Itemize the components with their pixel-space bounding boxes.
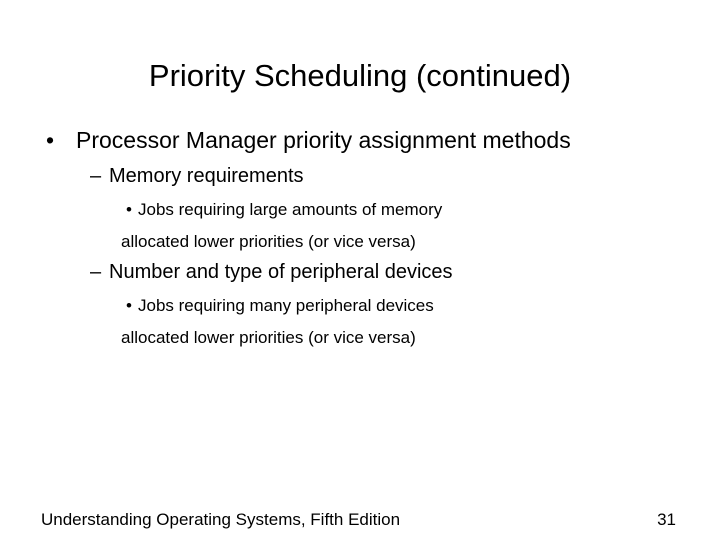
dash-marker: –	[90, 261, 102, 283]
main-bullet-text: Processor Manager priority assignment methods	[76, 127, 571, 153]
detail-peripherals-line1-text: Jobs requiring many peripheral devices	[138, 296, 434, 315]
detail-peripherals-line2	[121, 323, 416, 352]
main-bullet	[46, 124, 571, 156]
slide-title: Priority Scheduling (continued)	[148, 58, 572, 93]
sub-bullet-memory-text: Memory requirements	[109, 165, 304, 187]
small-bullet-marker: •	[126, 200, 132, 219]
detail-peripherals-line2-text: allocated lower priorities (or vice versa)	[121, 328, 416, 347]
footer-book-title: Understanding Operating Systems, Fifth Edition	[41, 510, 401, 529]
sub-bullet-memory	[90, 162, 304, 190]
detail-peripherals-line1	[121, 291, 434, 320]
detail-memory-line1	[121, 195, 442, 224]
sub-bullet-peripherals	[90, 258, 453, 286]
detail-memory-line2-text: allocated lower priorities (or vice versa)	[121, 232, 416, 251]
small-bullet-marker: •	[126, 296, 132, 315]
detail-memory-line2	[121, 227, 416, 256]
bullet-marker: •	[46, 127, 55, 153]
dash-marker: –	[90, 165, 102, 187]
footer-page-number: 31	[657, 510, 676, 529]
detail-memory-line1-text: Jobs requiring large amounts of memory	[138, 200, 443, 219]
sub-bullet-peripherals-text: Number and type of peripheral devices	[109, 261, 453, 283]
